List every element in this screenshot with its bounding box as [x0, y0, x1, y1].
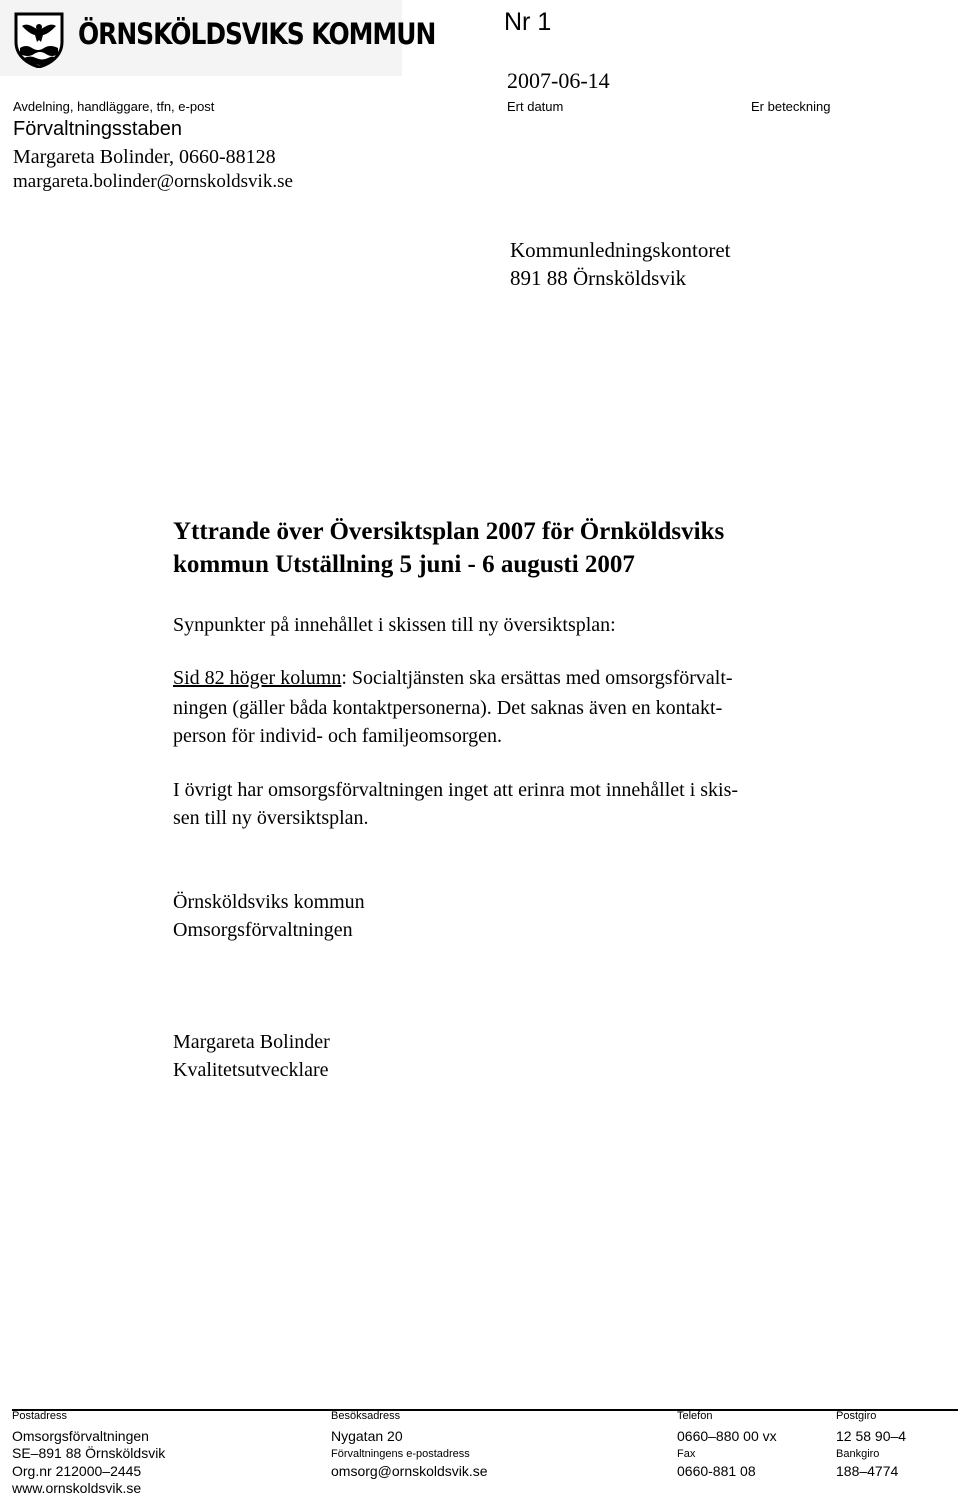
footer-besoksadress: Nygatan 20 [331, 1428, 403, 1444]
municipal-crest-eagle-icon [14, 12, 64, 68]
page-reference: Sid 82 höger kolumn [173, 667, 342, 689]
sender-name-phone: Margareta Bolinder, 0660-88128 [13, 146, 276, 168]
footer-postadress-label: Postadress [12, 1410, 68, 1422]
sender-department: Förvaltningsstaben [13, 118, 182, 140]
paragraph-1-line-3: person för individ- och familjeomsorgen. [173, 725, 503, 747]
footer-website[interactable]: www.ornskoldsvik.se [12, 1480, 142, 1496]
footer-telefon-label: Telefon [677, 1410, 713, 1422]
paragraph-2-line-2: sen till ny översiktsplan. [173, 807, 369, 829]
footer-bankgiro-label: Bankgiro [836, 1448, 880, 1460]
footer-fax-label: Fax [677, 1448, 696, 1460]
signature-name: Margareta Bolinder [173, 1031, 330, 1053]
document-title-line-2: kommun Utställning 5 juni - 6 augusti 2007 [173, 551, 635, 578]
signature-role: Kvalitetsutvecklare [173, 1059, 329, 1081]
document-number: Nr 1 [504, 8, 552, 36]
footer-fax: 0660-881 08 [677, 1463, 756, 1479]
footer-postadress-1: Omsorgsförvaltningen [12, 1428, 149, 1444]
document-title-line-1: Yttrande över Översiktsplan 2007 för Örnköldsviks [173, 518, 725, 545]
footer-bankgiro: 188–4774 [836, 1463, 899, 1479]
footer-epost[interactable]: omsorg@ornskoldsvik.se [331, 1463, 488, 1479]
footer-telefon: 0660–880 00 vx [677, 1428, 777, 1444]
footer-epost-label: Förvaltningens e-postadress [331, 1448, 470, 1460]
signature-org-2: Omsorgsförvaltningen [173, 919, 353, 941]
er-beteckning-label: Er beteckning [751, 99, 831, 114]
paragraph-1-text: : Socialtjänsten ska ersättas med omsorgsförvalt- [341, 667, 733, 689]
intro-text: Synpunkter på innehållet i skissen till ny översiktsplan: [173, 614, 616, 636]
footer-orgnr: Org.nr 212000–2445 [12, 1463, 142, 1479]
sender-email[interactable]: margareta.bolinder@ornskoldsvik.se [13, 171, 293, 192]
paragraph-2-line-1: I övrigt har omsorgsförvaltningen inget att erinra mot innehållet i skis- [173, 779, 739, 801]
footer-divider [12, 1409, 958, 1411]
brand-name: ÖRNSKÖLDSVIKS KOMMUN [78, 17, 436, 51]
recipient-line-1: Kommunledningskontoret [510, 238, 731, 262]
document-date: 2007-06-14 [507, 68, 610, 93]
footer-postgiro-label: Postgiro [836, 1410, 877, 1422]
sender-label: Avdelning, handläggare, tfn, e-post [13, 99, 215, 114]
ert-datum-label: Ert datum [507, 99, 564, 114]
paragraph-1-line-2: ningen (gäller båda kontaktpersonerna). Det saknas även en kontakt- [173, 697, 723, 719]
footer-besoksadress-label: Besöksadress [331, 1410, 401, 1422]
recipient-line-2: 891 88 Örnsköldsvik [510, 266, 687, 290]
footer-postgiro: 12 58 90–4 [836, 1428, 907, 1444]
signature-org-1: Örnsköldsviks kommun [173, 891, 365, 913]
paragraph-1-line-1 [173, 667, 733, 690]
footer-postadress-2: SE–891 88 Örnsköldsvik [12, 1445, 166, 1461]
municipal-logo [0, 0, 436, 76]
